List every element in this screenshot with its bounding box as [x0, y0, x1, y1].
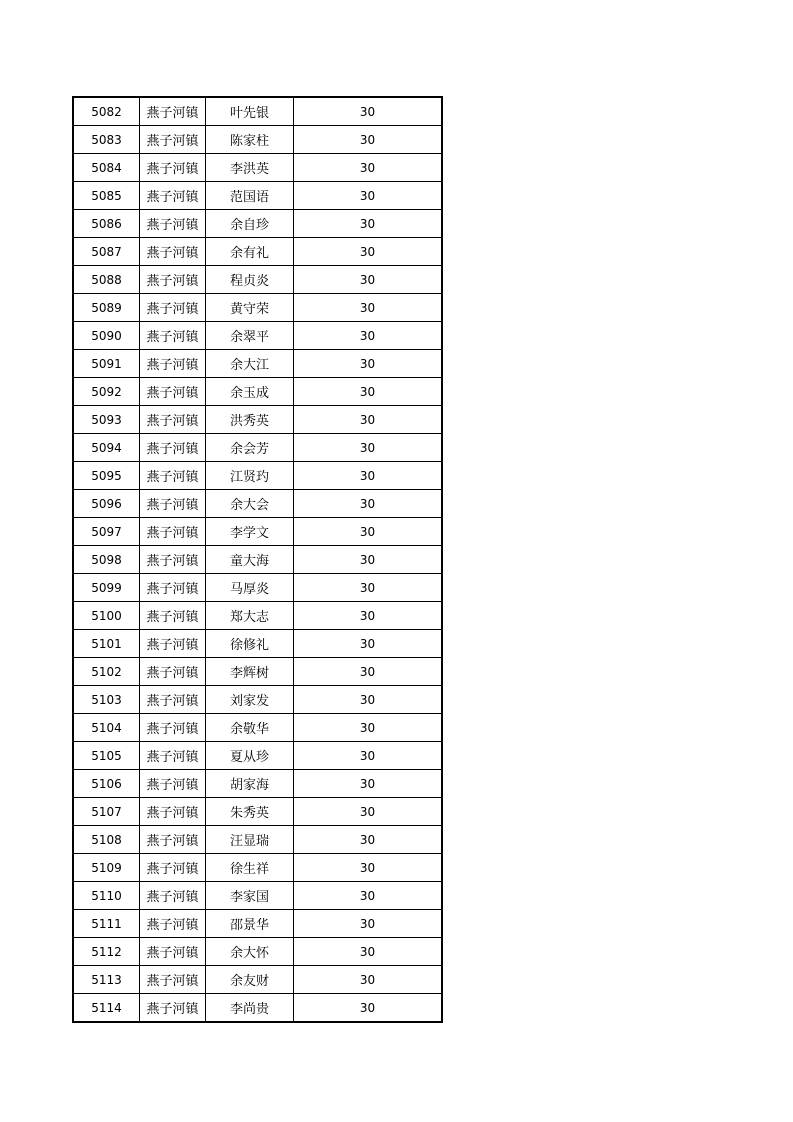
person-name-cell: 余会芳: [206, 434, 294, 462]
amount-cell: 30: [294, 798, 443, 826]
amount-cell: 30: [294, 434, 443, 462]
town-cell: 燕子河镇: [140, 714, 206, 742]
person-name-cell: 李家国: [206, 882, 294, 910]
table-row: [73, 714, 442, 742]
row-number-cell: 5106: [73, 770, 140, 798]
table-row: [73, 406, 442, 434]
table-row: [73, 210, 442, 238]
person-name-cell: 李学文: [206, 518, 294, 546]
person-name-cell: 夏从珍: [206, 742, 294, 770]
table-row: [73, 97, 442, 126]
town-cell: 燕子河镇: [140, 462, 206, 490]
row-number-cell: 5113: [73, 966, 140, 994]
table-row: [73, 350, 442, 378]
row-number-cell: 5102: [73, 658, 140, 686]
amount-cell: 30: [294, 882, 443, 910]
row-number-cell: 5085: [73, 182, 140, 210]
row-number-cell: 5099: [73, 574, 140, 602]
person-name-cell: 童大海: [206, 546, 294, 574]
amount-cell: 30: [294, 630, 443, 658]
row-number-cell: 5096: [73, 490, 140, 518]
person-name-cell: 余大怀: [206, 938, 294, 966]
town-cell: 燕子河镇: [140, 154, 206, 182]
row-number-cell: 5082: [73, 97, 140, 126]
row-number-cell: 5091: [73, 350, 140, 378]
table-row: [73, 238, 442, 266]
amount-cell: 30: [294, 266, 443, 294]
person-name-cell: 黄守荣: [206, 294, 294, 322]
table-row: [73, 798, 442, 826]
row-number-cell: 5086: [73, 210, 140, 238]
town-cell: 燕子河镇: [140, 238, 206, 266]
town-cell: 燕子河镇: [140, 686, 206, 714]
row-number-cell: 5104: [73, 714, 140, 742]
amount-cell: 30: [294, 602, 443, 630]
town-cell: 燕子河镇: [140, 546, 206, 574]
row-number-cell: 5112: [73, 938, 140, 966]
town-cell: 燕子河镇: [140, 658, 206, 686]
row-number-cell: 5089: [73, 294, 140, 322]
table-row: [73, 994, 442, 1023]
data-table: [72, 96, 443, 1023]
person-name-cell: 江贤玓: [206, 462, 294, 490]
person-name-cell: 徐生祥: [206, 854, 294, 882]
person-name-cell: 叶先银: [206, 97, 294, 126]
amount-cell: 30: [294, 154, 443, 182]
table-row: [73, 966, 442, 994]
person-name-cell: 余玉成: [206, 378, 294, 406]
amount-cell: 30: [294, 854, 443, 882]
town-cell: 燕子河镇: [140, 322, 206, 350]
person-name-cell: 马厚炎: [206, 574, 294, 602]
amount-cell: 30: [294, 238, 443, 266]
person-name-cell: 邵景华: [206, 910, 294, 938]
town-cell: 燕子河镇: [140, 798, 206, 826]
table-row: [73, 378, 442, 406]
town-cell: 燕子河镇: [140, 742, 206, 770]
amount-cell: 30: [294, 742, 443, 770]
table-row: [73, 490, 442, 518]
person-name-cell: 余大江: [206, 350, 294, 378]
person-name-cell: 刘家发: [206, 686, 294, 714]
town-cell: 燕子河镇: [140, 350, 206, 378]
table-row: [73, 518, 442, 546]
person-name-cell: 余敬华: [206, 714, 294, 742]
row-number-cell: 5109: [73, 854, 140, 882]
row-number-cell: 5103: [73, 686, 140, 714]
row-number-cell: 5084: [73, 154, 140, 182]
table-row: [73, 938, 442, 966]
row-number-cell: 5114: [73, 994, 140, 1023]
table-row: [73, 854, 442, 882]
row-number-cell: 5110: [73, 882, 140, 910]
amount-cell: 30: [294, 658, 443, 686]
amount-cell: 30: [294, 378, 443, 406]
row-number-cell: 5087: [73, 238, 140, 266]
amount-cell: 30: [294, 182, 443, 210]
town-cell: 燕子河镇: [140, 182, 206, 210]
table-row: [73, 294, 442, 322]
table-row: [73, 126, 442, 154]
town-cell: 燕子河镇: [140, 378, 206, 406]
town-cell: 燕子河镇: [140, 490, 206, 518]
town-cell: 燕子河镇: [140, 294, 206, 322]
row-number-cell: 5098: [73, 546, 140, 574]
table-row: [73, 910, 442, 938]
table-row: [73, 266, 442, 294]
table-row: [73, 322, 442, 350]
town-cell: 燕子河镇: [140, 910, 206, 938]
row-number-cell: 5092: [73, 378, 140, 406]
town-cell: 燕子河镇: [140, 126, 206, 154]
amount-cell: 30: [294, 910, 443, 938]
person-name-cell: 朱秀英: [206, 798, 294, 826]
table-row: [73, 826, 442, 854]
amount-cell: 30: [294, 966, 443, 994]
town-cell: 燕子河镇: [140, 210, 206, 238]
table-row: [73, 630, 442, 658]
table-row: [73, 574, 442, 602]
town-cell: 燕子河镇: [140, 518, 206, 546]
amount-cell: 30: [294, 210, 443, 238]
row-number-cell: 5107: [73, 798, 140, 826]
table-row: [73, 602, 442, 630]
table-row: [73, 546, 442, 574]
row-number-cell: 5093: [73, 406, 140, 434]
row-number-cell: 5100: [73, 602, 140, 630]
table-row: [73, 182, 442, 210]
table-row: [73, 742, 442, 770]
amount-cell: 30: [294, 350, 443, 378]
amount-cell: 30: [294, 546, 443, 574]
row-number-cell: 5088: [73, 266, 140, 294]
amount-cell: 30: [294, 322, 443, 350]
town-cell: 燕子河镇: [140, 406, 206, 434]
town-cell: 燕子河镇: [140, 602, 206, 630]
person-name-cell: 李尚贵: [206, 994, 294, 1023]
amount-cell: 30: [294, 294, 443, 322]
person-name-cell: 李辉树: [206, 658, 294, 686]
row-number-cell: 5083: [73, 126, 140, 154]
town-cell: 燕子河镇: [140, 994, 206, 1023]
table-row: [73, 462, 442, 490]
person-name-cell: 余友财: [206, 966, 294, 994]
town-cell: 燕子河镇: [140, 938, 206, 966]
amount-cell: 30: [294, 462, 443, 490]
person-name-cell: 余翠平: [206, 322, 294, 350]
row-number-cell: 5101: [73, 630, 140, 658]
person-name-cell: 余大会: [206, 490, 294, 518]
person-name-cell: 余有礼: [206, 238, 294, 266]
town-cell: 燕子河镇: [140, 854, 206, 882]
amount-cell: 30: [294, 714, 443, 742]
town-cell: 燕子河镇: [140, 97, 206, 126]
table-row: [73, 658, 442, 686]
row-number-cell: 5097: [73, 518, 140, 546]
amount-cell: 30: [294, 126, 443, 154]
person-name-cell: 程贞炎: [206, 266, 294, 294]
table-row: [73, 154, 442, 182]
table-row: [73, 434, 442, 462]
amount-cell: 30: [294, 574, 443, 602]
table-row: [73, 686, 442, 714]
row-number-cell: 5090: [73, 322, 140, 350]
row-number-cell: 5094: [73, 434, 140, 462]
town-cell: 燕子河镇: [140, 434, 206, 462]
amount-cell: 30: [294, 406, 443, 434]
amount-cell: 30: [294, 826, 443, 854]
town-cell: 燕子河镇: [140, 882, 206, 910]
person-name-cell: 徐修礼: [206, 630, 294, 658]
town-cell: 燕子河镇: [140, 266, 206, 294]
row-number-cell: 5105: [73, 742, 140, 770]
town-cell: 燕子河镇: [140, 826, 206, 854]
person-name-cell: 胡家海: [206, 770, 294, 798]
person-name-cell: 范国语: [206, 182, 294, 210]
person-name-cell: 陈家柱: [206, 126, 294, 154]
person-name-cell: 洪秀英: [206, 406, 294, 434]
person-name-cell: 李洪英: [206, 154, 294, 182]
amount-cell: 30: [294, 490, 443, 518]
town-cell: 燕子河镇: [140, 630, 206, 658]
amount-cell: 30: [294, 97, 443, 126]
amount-cell: 30: [294, 518, 443, 546]
person-name-cell: 郑大志: [206, 602, 294, 630]
row-number-cell: 5111: [73, 910, 140, 938]
amount-cell: 30: [294, 686, 443, 714]
row-number-cell: 5108: [73, 826, 140, 854]
table-row: [73, 770, 442, 798]
town-cell: 燕子河镇: [140, 966, 206, 994]
amount-cell: 30: [294, 938, 443, 966]
person-name-cell: 余自珍: [206, 210, 294, 238]
row-number-cell: 5095: [73, 462, 140, 490]
person-name-cell: 汪显瑞: [206, 826, 294, 854]
town-cell: 燕子河镇: [140, 770, 206, 798]
table-body: [73, 97, 442, 1022]
amount-cell: 30: [294, 994, 443, 1023]
town-cell: 燕子河镇: [140, 574, 206, 602]
table-row: [73, 882, 442, 910]
amount-cell: 30: [294, 770, 443, 798]
